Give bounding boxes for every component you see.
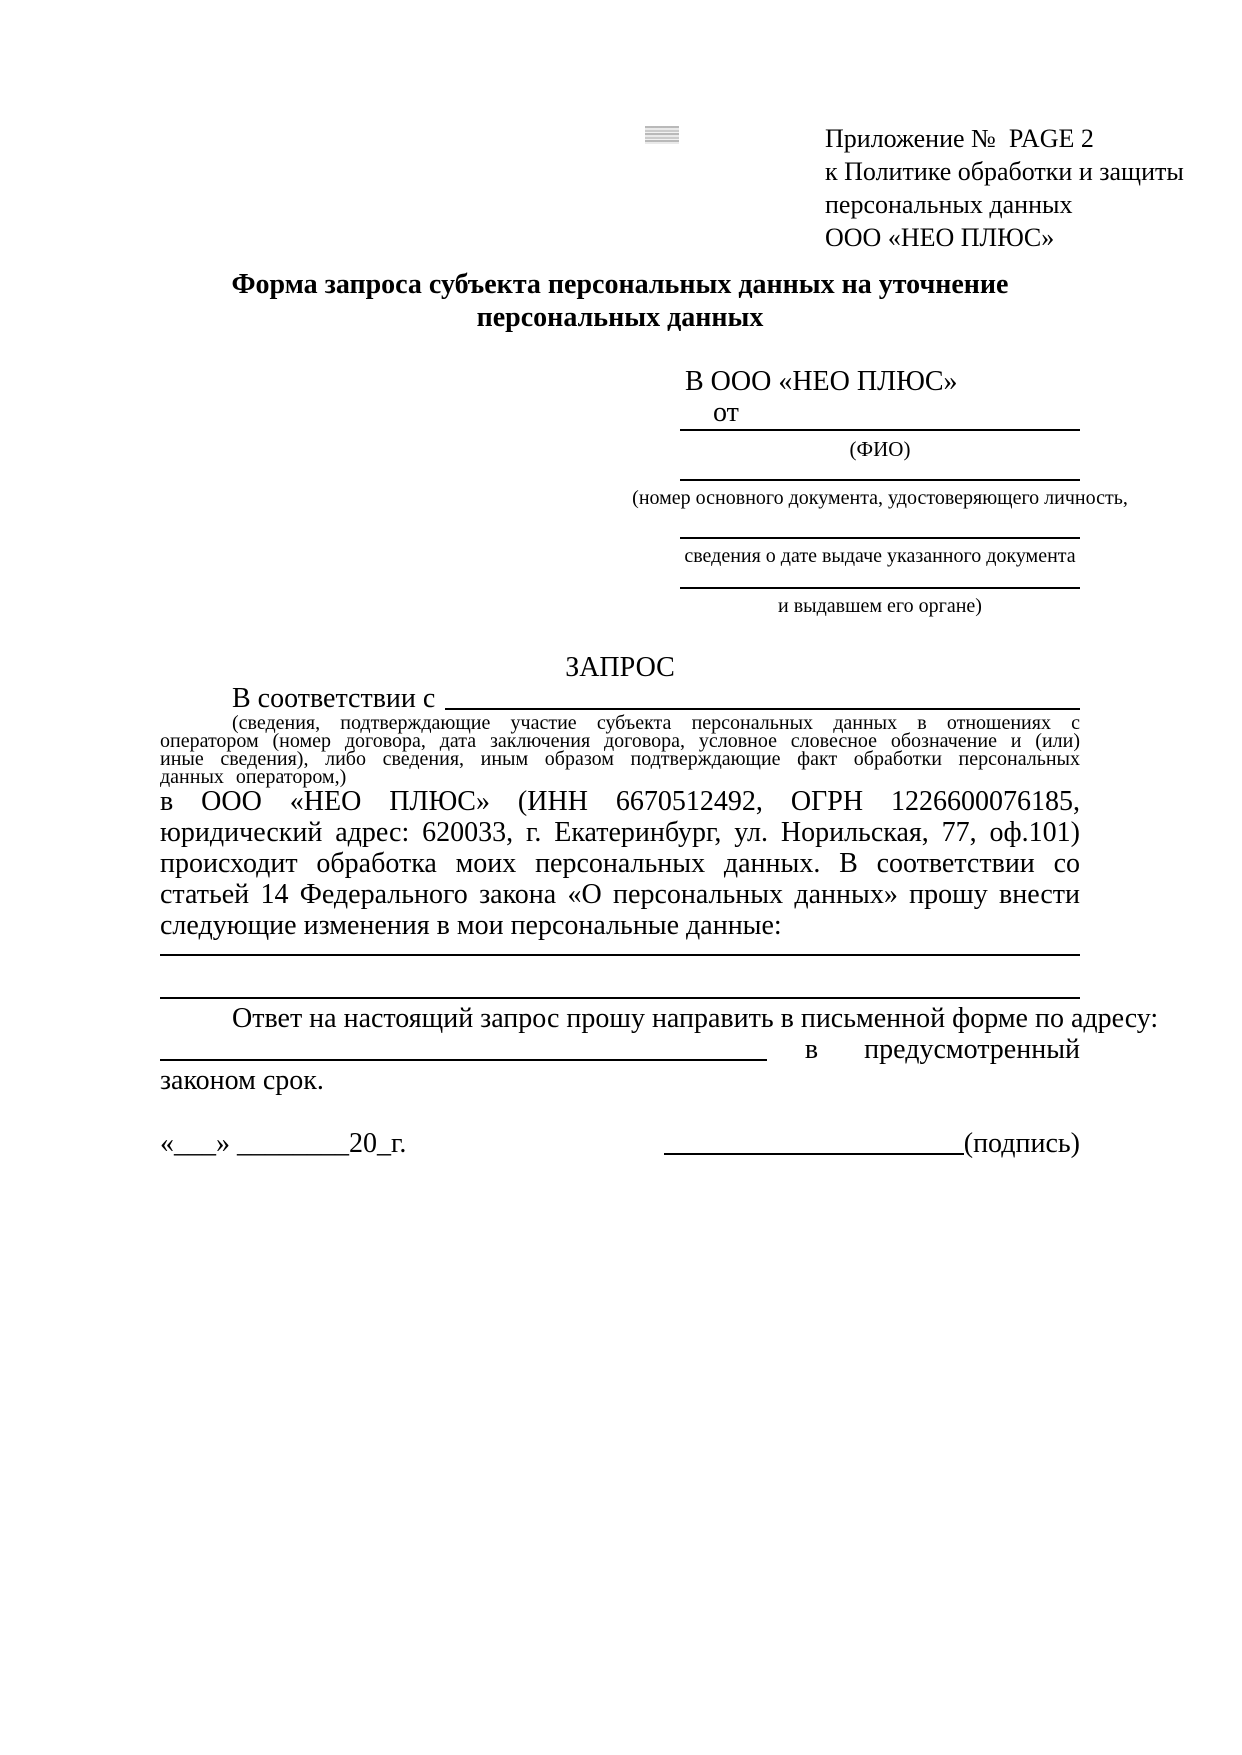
date-signature-row — [160, 1128, 1080, 1159]
changes-blank-line-1 — [160, 954, 1080, 956]
request-heading: ЗАПРОС — [565, 652, 675, 683]
appendix-org-line: ООО «НЕО ПЛЮС» — [825, 223, 1055, 252]
intro-blank-line — [445, 683, 1080, 710]
date-blank: «___» ________20_г. — [160, 1128, 407, 1159]
intro-line — [160, 683, 1080, 714]
appendix-policy-line2: персональных данных — [825, 190, 1073, 219]
intro-footnote: (сведения, подтверждающие участие субъекта персональных данных в отношениях с оператором (номер договора, дата заключения договора, условное словесное обозначение и (или) иные сведения), либо сведения, иным образом подтверждающие факт обработки персональных данных оператором,) — [160, 712, 1080, 788]
appendix-header — [825, 122, 1184, 254]
response-address-line — [160, 1034, 1080, 1065]
appendix-number-line: Приложение № PAGE 2 — [825, 124, 1094, 153]
fio-caption: (ФИО) — [849, 437, 911, 461]
issuing-authority-caption: и выдавшем его органе) — [778, 595, 982, 617]
form-title: Форма запроса субъекта персональных данных на уточнение персональных данных — [231, 269, 1009, 333]
from-label: от — [713, 397, 739, 428]
appendix-policy-line: к Политике обработки и защиты — [825, 157, 1184, 186]
response-sentence-start: Ответ на настоящий запрос прошу направить в письменной форме по адресу: — [232, 1003, 1159, 1034]
issue-date-caption: сведения о дате выдаче указанного документа — [684, 545, 1076, 567]
signature-caption: (подпись) — [963, 1128, 1080, 1159]
document-number-blank-line — [680, 479, 1080, 481]
request-body: в ООО «НЕО ПЛЮС» (ИНН 6670512492, ОГРН 1226600076185, юридический адрес: 620033, г. Екатеринбург, ул. Норильская, 77, оф.101) происходит обработка моих персональных данных. В соответствии со статьей 14 Федерального закона «О персональных данных» прошу внести следующие изменения в мои персональные данные: — [160, 786, 1080, 941]
addressee-organization: В ООО «НЕО ПЛЮС» — [685, 366, 958, 397]
text-fragment-icon — [645, 126, 679, 144]
signature-area — [664, 1128, 1080, 1159]
response-sentence-end: законом срок. — [160, 1065, 324, 1096]
issuing-authority-blank-line — [680, 587, 1080, 589]
document-number-caption: (номер основного документа, удостоверяющего личность, — [632, 487, 1128, 509]
fio-blank-line — [680, 429, 1080, 431]
response-word-predusmotrennyy: предусмотренный — [864, 1034, 1080, 1065]
issue-date-blank-line — [680, 537, 1080, 539]
response-word-v: в — [804, 1034, 819, 1065]
address-blank-line — [160, 1034, 767, 1061]
intro-prefix: В соответствии с — [232, 683, 436, 714]
signature-blank-line — [664, 1153, 964, 1155]
changes-blank-line-2 — [160, 997, 1080, 999]
